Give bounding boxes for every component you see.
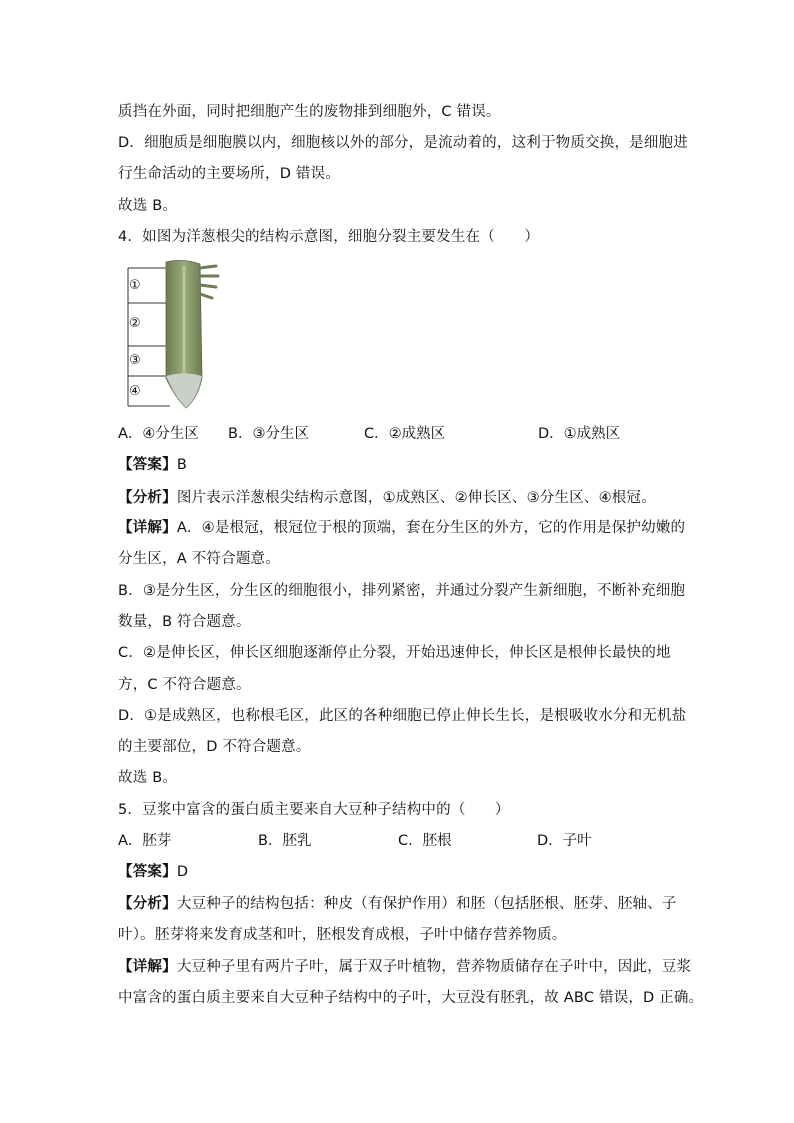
detail-5-1 bbox=[118, 957, 691, 977]
detail-4-a1 bbox=[118, 518, 685, 538]
region-label-2: ② bbox=[129, 316, 141, 331]
analysis-5-2: 叶）。胚芽将来发育成茎和叶，胚根发育成根，子叶中储存营养物质。 bbox=[118, 927, 567, 943]
detail-4-a2: 分生区，A 不符合题意。 bbox=[118, 551, 280, 567]
q5-option-d: D．子叶 bbox=[537, 833, 592, 849]
q4-option-c: C．②成熟区 bbox=[364, 426, 446, 442]
region-label-3: ③ bbox=[129, 353, 141, 368]
analysis-4 bbox=[118, 488, 656, 508]
detail-text: 大豆种子里有两片子叶，属于双子叶植物，营养物质储存在子叶中，因此，豆浆 bbox=[176, 959, 692, 975]
q4-option-d: D．①成熟区 bbox=[538, 426, 621, 442]
answer-tag: 【答案】 bbox=[118, 864, 177, 880]
question-4: 4．如图为洋葱根尖的结构示意图，细胞分裂主要发生在（ ） bbox=[118, 229, 540, 245]
q5-option-a: A．胚芽 bbox=[118, 833, 172, 849]
text-line: D．细胞质是细胞膜以内，细胞核以外的部分，是流动着的，这利于物质交换，是细胞进 bbox=[118, 135, 688, 151]
answer-4 bbox=[118, 455, 187, 475]
q4-option-b: B．③分生区 bbox=[228, 426, 309, 442]
answer-value: D bbox=[176, 864, 189, 880]
text-line: 质挡在外面，同时把细胞产生的废物排到细胞外，C 错误。 bbox=[118, 104, 501, 120]
detail-4-b2: 数量，B 符合题意。 bbox=[118, 614, 251, 630]
answer-tag: 【答案】 bbox=[118, 457, 177, 473]
detail-tag: 【详解】 bbox=[118, 959, 177, 975]
q5-option-b: B．胚乳 bbox=[258, 833, 312, 849]
region-label-4: ④ bbox=[129, 384, 141, 399]
text-line: 故选 B。 bbox=[118, 198, 178, 214]
selection-4: 故选 B。 bbox=[118, 770, 178, 786]
analysis-text: 图片表示洋葱根尖结构示意图，①成熟区、②伸长区、③分生区、④根冠。 bbox=[176, 490, 656, 506]
detail-text: A．④是根冠，根冠位于根的顶端，套在分生区的外方，它的作用是保护幼嫩的 bbox=[176, 520, 686, 536]
detail-4-d1: D．①是成熟区，也称根毛区，此区的各种细胞已停止伸长生长，是根吸收水分和无机盐 bbox=[118, 708, 687, 724]
detail-5-2: 中富含的蛋白质主要来自大豆种子结构中的子叶，大豆没有胚乳，故 ABC 错误，D 正确。 bbox=[118, 990, 704, 1006]
text-line: 行生命活动的主要场所，D 错误。 bbox=[118, 166, 340, 182]
detail-4-c2: 方，C 不符合题意。 bbox=[118, 677, 251, 693]
analysis-text: 大豆种子的结构包括：种皮（有保护作用）和胚（包括胚根、胚芽、胚轴、子 bbox=[176, 896, 677, 912]
detail-4-c1: C．②是伸长区，伸长区细胞逐渐停止分裂，开始迅速伸长，伸长区是根伸长最快的地 bbox=[118, 645, 671, 661]
q4-option-a: A．④分生区 bbox=[118, 426, 199, 442]
analysis-5-1 bbox=[118, 894, 677, 914]
analysis-tag: 【分析】 bbox=[118, 896, 177, 912]
q5-option-c: C．胚根 bbox=[398, 833, 452, 849]
answer-5 bbox=[118, 862, 188, 882]
answer-value: B bbox=[176, 457, 187, 473]
detail-4-b1: B．③是分生区，分生区的细胞很小，排列紧密，并通过分裂产生新细胞，不断补充细胞 bbox=[118, 583, 686, 599]
detail-tag: 【详解】 bbox=[118, 520, 177, 536]
region-label-1: ① bbox=[129, 278, 141, 293]
onion-root-tip-figure bbox=[124, 258, 224, 410]
question-5: 5．豆浆中富含的蛋白质主要来自大豆种子结构中的（ ） bbox=[118, 802, 510, 818]
analysis-tag: 【分析】 bbox=[118, 490, 177, 506]
detail-4-d2: 的主要部位，D 不符合题意。 bbox=[118, 739, 311, 755]
